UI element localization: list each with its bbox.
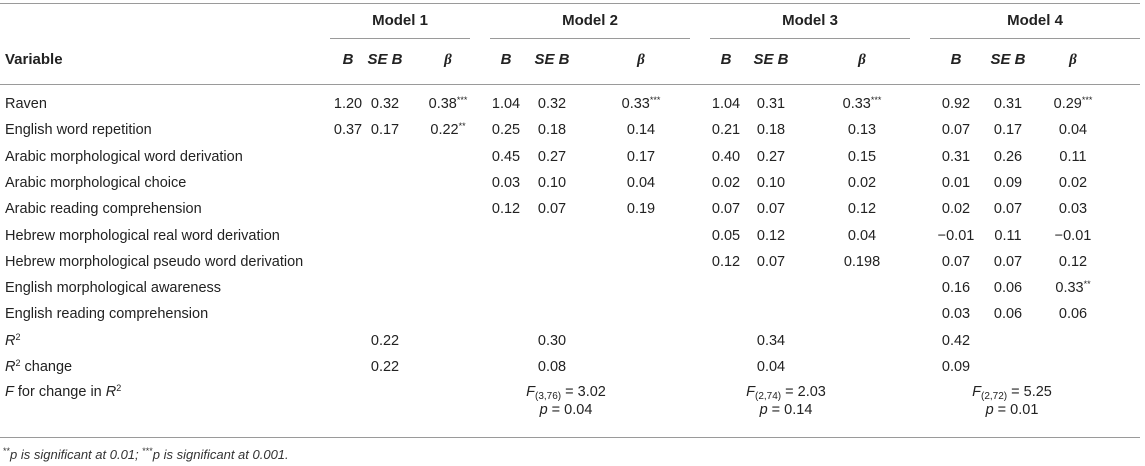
table-cell: 0.04 <box>847 228 877 244</box>
r2-change-label: $R^2$ change <box>5 358 73 375</box>
model1-rule <box>330 38 470 39</box>
table-cell: 1.04 <box>491 96 521 112</box>
table-cell: 0.02 <box>941 201 971 217</box>
table-cell: 0.09 <box>993 175 1023 191</box>
f-test-statistic: $F_{(2,74)} = 2.03$ <box>746 384 826 402</box>
table-cell: 0.12 <box>491 201 521 217</box>
table-cell: 0.33** <box>1055 279 1091 296</box>
table-cell: 0.17 <box>370 122 400 138</box>
r2-change-value: 0.09 <box>941 359 971 375</box>
table-cell: 0.12 <box>711 254 741 270</box>
table-cell: 0.17 <box>993 122 1023 138</box>
table-cell: 0.12 <box>1058 254 1088 270</box>
table-cell: 0.07 <box>941 254 971 270</box>
model-2-header: Model 2 <box>562 12 618 29</box>
table-cell: 0.25 <box>491 122 521 138</box>
table-cell: 0.19 <box>626 201 656 217</box>
table-cell: 0.04 <box>626 175 656 191</box>
table-cell: 0.14 <box>626 122 656 138</box>
table-cell: 0.07 <box>756 201 786 217</box>
table-cell: 0.10 <box>756 175 786 191</box>
table-cell: 0.07 <box>756 254 786 270</box>
table-cell: 0.92 <box>941 96 971 112</box>
table-cell: 0.07 <box>711 201 741 217</box>
table-cell: 0.27 <box>537 149 567 165</box>
col-header-se-b: SE B <box>990 51 1026 68</box>
row-label: Raven <box>5 96 47 112</box>
table-cell: 0.05 <box>711 228 741 244</box>
table-cell: 0.03 <box>941 306 971 322</box>
table-cell: 0.04 <box>1058 122 1088 138</box>
table-cell: 0.02 <box>711 175 741 191</box>
p-value: p = 0.01 <box>985 402 1039 418</box>
table-cell: 0.12 <box>847 201 877 217</box>
row-label: English word repetition <box>5 122 152 138</box>
model-4-header: Model 4 <box>1007 12 1063 29</box>
table-cell: 0.16 <box>941 280 971 296</box>
col-header-beta: β <box>637 52 645 68</box>
table-footnote: **p is significant at 0.01; ***p is significant at 0.001. <box>3 446 289 462</box>
row-label: Arabic morphological word derivation <box>5 149 243 165</box>
table-cell: 0.11 <box>1059 149 1087 165</box>
table-cell: 0.02 <box>1058 175 1088 191</box>
col-header-b: B <box>950 51 962 68</box>
table-cell: 0.38*** <box>428 95 468 112</box>
variable-header: Variable <box>5 51 63 68</box>
r2-change-value: 0.22 <box>370 359 400 375</box>
p-value: p = 0.14 <box>759 402 813 418</box>
model2-rule <box>490 38 690 39</box>
table-cell: 0.31 <box>993 96 1023 112</box>
f-test-statistic: $F_{(3,76)} = 3.02$ <box>526 384 606 402</box>
row-label: English morphological awareness <box>5 280 222 296</box>
table-cell: 0.03 <box>491 175 521 191</box>
col-header-b: B <box>342 51 354 68</box>
table-cell: 0.27 <box>756 149 786 165</box>
r2-value: 0.34 <box>756 333 786 349</box>
row-label: Arabic morphological choice <box>5 175 187 191</box>
p-value: p = 0.04 <box>539 402 593 418</box>
model-1-header: Model 1 <box>372 12 428 29</box>
table-cell: 0.13 <box>847 122 877 138</box>
row-label: Arabic reading comprehension <box>5 201 202 217</box>
model-3-header: Model 3 <box>782 12 838 29</box>
table-cell: 1.20 <box>333 96 363 112</box>
table-cell: 0.198 <box>843 254 881 270</box>
table-cell: 0.02 <box>847 175 877 191</box>
col-header-beta: β <box>1069 52 1077 68</box>
r2-change-value: 0.08 <box>537 359 567 375</box>
r2-change-value: 0.04 <box>756 359 786 375</box>
table-cell: 0.12 <box>756 228 786 244</box>
col-header-se-b: SE B <box>367 51 403 68</box>
r2-label: $R^2$ <box>5 332 21 349</box>
header-rule <box>0 84 1140 85</box>
table-cell: 0.06 <box>1058 306 1088 322</box>
table-cell: 0.11 <box>994 228 1022 244</box>
table-cell: −0.01 <box>937 228 975 244</box>
row-label: Hebrew morphological real word derivation <box>5 228 280 244</box>
col-header-se-b: SE B <box>534 51 570 68</box>
col-header-b: B <box>720 51 732 68</box>
table-cell: 0.06 <box>993 306 1023 322</box>
model4-rule <box>930 38 1140 39</box>
table-cell: 0.22** <box>430 121 466 138</box>
table-cell: 1.04 <box>711 96 741 112</box>
r2-value: 0.22 <box>370 333 400 349</box>
f-test-statistic: $F_{(2,72)} = 5.25$ <box>972 384 1052 402</box>
table-cell: 0.29*** <box>1053 95 1093 112</box>
table-cell: 0.01 <box>941 175 971 191</box>
table-cell: 0.26 <box>993 149 1023 165</box>
f-change-label: F for change in $R^2$ <box>5 383 122 400</box>
bottom-rule <box>0 437 1140 438</box>
table-cell: 0.32 <box>537 96 567 112</box>
table-cell: 0.07 <box>537 201 567 217</box>
table-cell: 0.07 <box>941 122 971 138</box>
table-cell: 0.10 <box>537 175 567 191</box>
r2-value: 0.30 <box>537 333 567 349</box>
table-cell: 0.32 <box>370 96 400 112</box>
col-header-se-b: SE B <box>753 51 789 68</box>
col-header-beta: β <box>858 52 866 68</box>
col-header-beta: β <box>444 52 452 68</box>
table-cell: 0.37 <box>333 122 363 138</box>
row-label: Hebrew morphological pseudo word derivation <box>5 254 304 270</box>
model3-rule <box>710 38 910 39</box>
row-label: English reading comprehension <box>5 306 209 322</box>
table-cell: 0.06 <box>993 280 1023 296</box>
table-cell: 0.07 <box>993 201 1023 217</box>
col-header-b: B <box>500 51 512 68</box>
table-cell: 0.33*** <box>621 95 661 112</box>
table-cell: 0.03 <box>1058 201 1088 217</box>
table-cell: 0.31 <box>756 96 786 112</box>
top-rule <box>0 3 1140 4</box>
table-cell: 0.07 <box>993 254 1023 270</box>
table-cell: 0.18 <box>756 122 786 138</box>
table-cell: 0.15 <box>847 149 877 165</box>
table-cell: 0.17 <box>626 149 656 165</box>
table-cell: −0.01 <box>1054 228 1092 244</box>
table-cell: 0.40 <box>711 149 741 165</box>
table-cell: 0.21 <box>711 122 741 138</box>
r2-value: 0.42 <box>941 333 971 349</box>
table-cell: 0.31 <box>941 149 971 165</box>
table-cell: 0.18 <box>537 122 567 138</box>
table-cell: 0.33*** <box>842 95 882 112</box>
table-cell: 0.45 <box>491 149 521 165</box>
